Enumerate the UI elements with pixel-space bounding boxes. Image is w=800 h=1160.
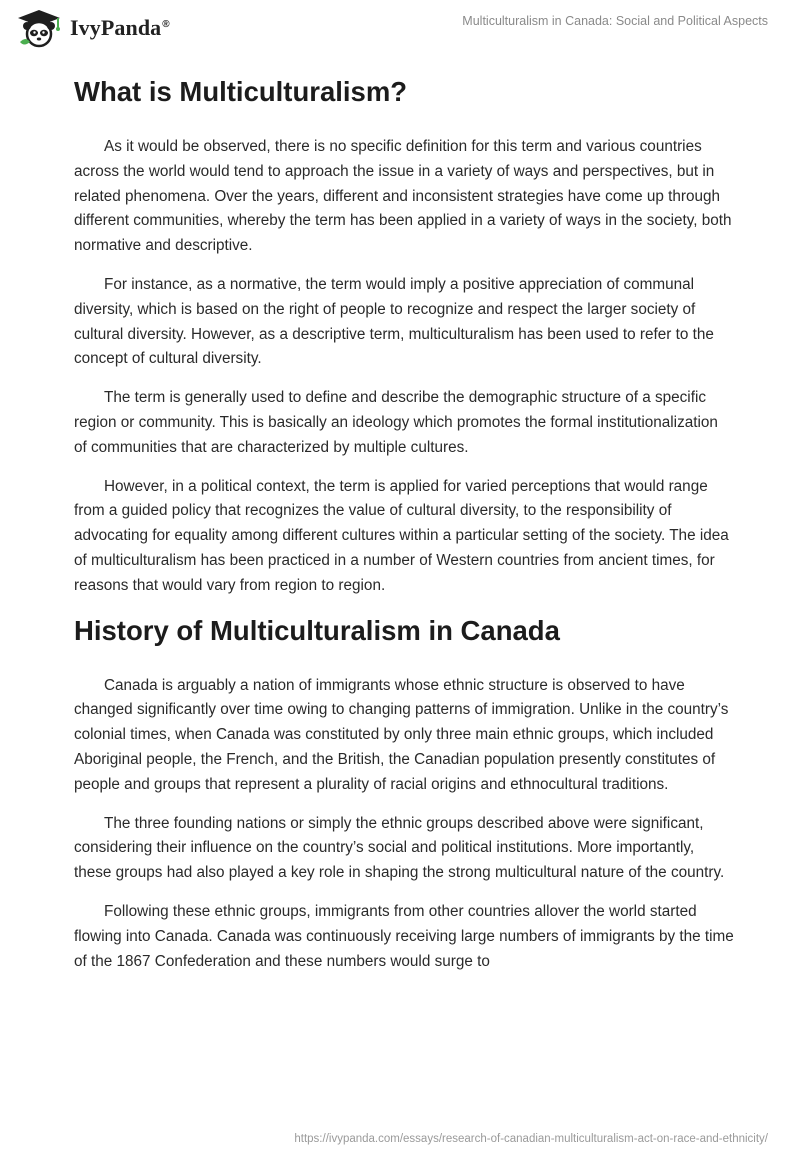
paragraph: The term is generally used to define and describe the demographic structure of a specific region or community. This is basically an ideology which promotes the formal institutionalization of communities that are characterized by multiple cultures. <box>74 389 718 456</box>
paragraph: Canada is arguably a nation of immigrants whose ethnic structure is observed to have changed significantly over time owing to changing patterns of immigration. Unlike in the country’s colonial times, when Canada was constituted by only three main ethnic groups, which included Aboriginal people, the French, and the British, the Canadian population presently constitutes of people and groups that represent a plurality of racial origins and ethnocultural traditions. <box>74 676 729 793</box>
registered-mark: ® <box>162 18 170 30</box>
source-url-link[interactable]: https://ivypanda.com/essays/research-of-canadian-multiculturalism-act-on-race-and-ethnicity/ <box>294 1133 768 1145</box>
section-history-of-multiculturalism <box>74 613 734 975</box>
panda-graduate-icon <box>14 8 64 48</box>
section-heading: History of Multiculturalism in Canada <box>74 614 560 646</box>
document-title: Multiculturalism in Canada: Social and Political Aspects <box>462 14 768 28</box>
paragraph: As it would be observed, there is no specific definition for this term and various countries across the world would tend to approach the issue in a variety of ways and perspectives, but in related phenomena. Over the years, different and inconsistent strategies have come up through different communities, whereby the term has been applied in a variety of ways in the society, both normative and descriptive. <box>74 138 732 255</box>
section-what-is-multiculturalism <box>74 74 734 599</box>
brand-logo[interactable] <box>14 8 170 48</box>
section-heading: What is Multiculturalism? <box>74 76 408 107</box>
article-body <box>74 64 734 988</box>
paragraph: For instance, as a normative, the term would imply a positive appreciation of communal diversity, which is based on the right of people to recognize and respect the larger society of cultural diversity. However, as a descriptive term, multiculturalism has been used to refer to the concept of cultural diversity. <box>74 275 714 368</box>
paragraph: Following these ethnic groups, immigrants from other countries allover the world started flowing into Canada. Canada was continuously receiving large numbers of immigrants by the time of the 1867 Confederation and these numbers would surge to <box>74 902 734 970</box>
brand-name <box>70 15 170 41</box>
paragraph: However, in a political context, the term is applied for varied perceptions that would range from a guided policy that recognizes the value of cultural diversity, to the responsibility of advocating for equality among different cultures within a particular setting of the society. The idea of multiculturalism has been practiced in a number of Western countries from ancient times, for reasons that would vary from region to region. <box>74 477 729 594</box>
brand-wordmark: IvyPanda <box>70 15 162 40</box>
page-header <box>0 0 800 56</box>
paragraph: The three founding nations or simply the ethnic groups described above were significant, considering their influence on the country’s social and political institutions. More importantly, these groups had also played a key role in shaping the strong multicultural nature of the country. <box>74 814 725 882</box>
